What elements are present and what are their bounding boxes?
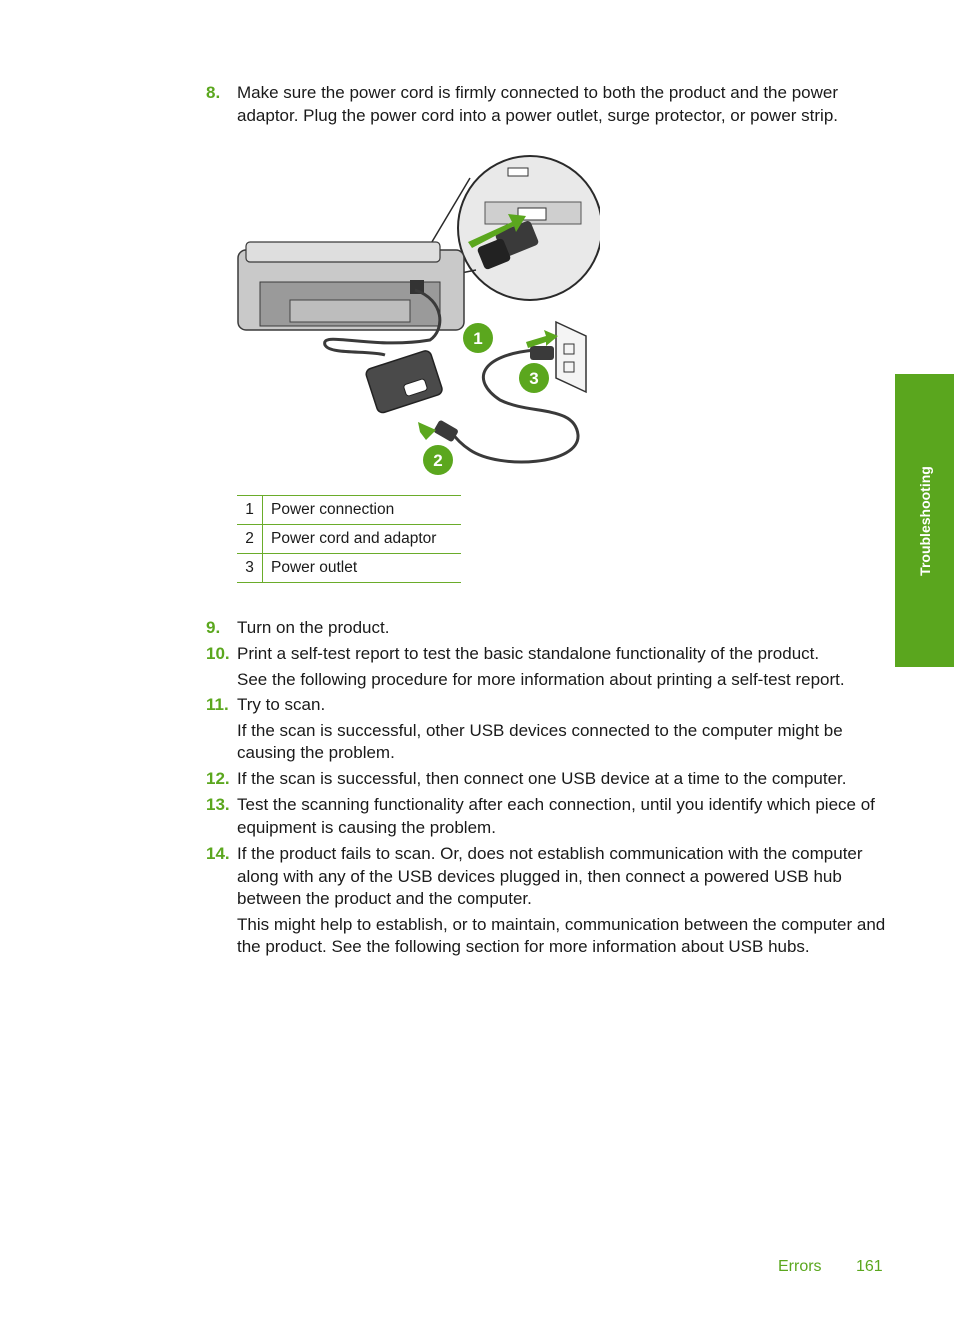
legend-row bbox=[237, 496, 461, 525]
step-number: 13. bbox=[206, 795, 230, 814]
step-number: 8. bbox=[206, 83, 221, 102]
step-number: 12. bbox=[206, 769, 230, 788]
step-text: If the scan is successful, then connect one USB device at a time to the computer. bbox=[237, 769, 847, 788]
legend-label: Power outlet bbox=[263, 554, 462, 583]
step-9 bbox=[206, 617, 886, 640]
legend-row bbox=[237, 554, 461, 583]
step-number: 10. bbox=[206, 644, 230, 663]
callout-3: 3 bbox=[529, 369, 539, 388]
step-12 bbox=[206, 768, 886, 791]
power-connection-figure bbox=[230, 150, 600, 480]
footer-section-name: Errors bbox=[778, 1258, 822, 1275]
legend-label: Power connection bbox=[263, 496, 462, 525]
step-note: If the scan is successful, other USB devices connected to the computer might be causing the problem. bbox=[237, 720, 843, 762]
legend-row bbox=[237, 525, 461, 554]
step-number: 11. bbox=[206, 695, 229, 714]
step-13 bbox=[206, 794, 886, 839]
legend-number: 3 bbox=[237, 554, 263, 583]
step-text: Try to scan. bbox=[237, 695, 326, 714]
step-text: Print a self-test report to test the basic standalone functionality of the product. bbox=[237, 644, 820, 663]
step-text: If the product fails to scan. Or, does not establish communication with the computer along with any of the USB devices plugged in, then connect a powered USB hub between the product and the computer. bbox=[237, 844, 863, 908]
side-tab-label: Troubleshooting bbox=[916, 465, 933, 576]
step-10 bbox=[206, 643, 886, 691]
page-number: 161 bbox=[856, 1258, 883, 1275]
callout-1: 1 bbox=[473, 329, 483, 348]
step-note: This might help to establish, or to maintain, communication between the computer and the product. See the following section for more information about USB hubs. bbox=[237, 914, 886, 956]
legend-label: Power cord and adaptor bbox=[263, 525, 462, 554]
section-side-tab bbox=[895, 374, 954, 667]
printer-power-illustration bbox=[230, 150, 600, 480]
step-text: Make sure the power cord is firmly connected to both the product and the power adaptor. Plug the power cord into a power outlet, surge protector, or power strip. bbox=[237, 83, 839, 125]
legend-number: 2 bbox=[237, 525, 263, 554]
figure-legend bbox=[237, 495, 461, 583]
step-14 bbox=[206, 843, 886, 959]
step-8 bbox=[206, 82, 886, 127]
callout-2: 2 bbox=[433, 451, 443, 470]
step-11 bbox=[206, 694, 886, 765]
step-text: Test the scanning functionality after each connection, until you identify which piece of equipment is causing the problem. bbox=[237, 795, 875, 837]
legend-number: 1 bbox=[237, 496, 263, 525]
step-number: 14. bbox=[206, 844, 230, 863]
step-note: See the following procedure for more information about printing a self-test report. bbox=[237, 669, 845, 689]
step-text: Turn on the product. bbox=[237, 618, 390, 637]
step-number: 9. bbox=[206, 618, 221, 637]
